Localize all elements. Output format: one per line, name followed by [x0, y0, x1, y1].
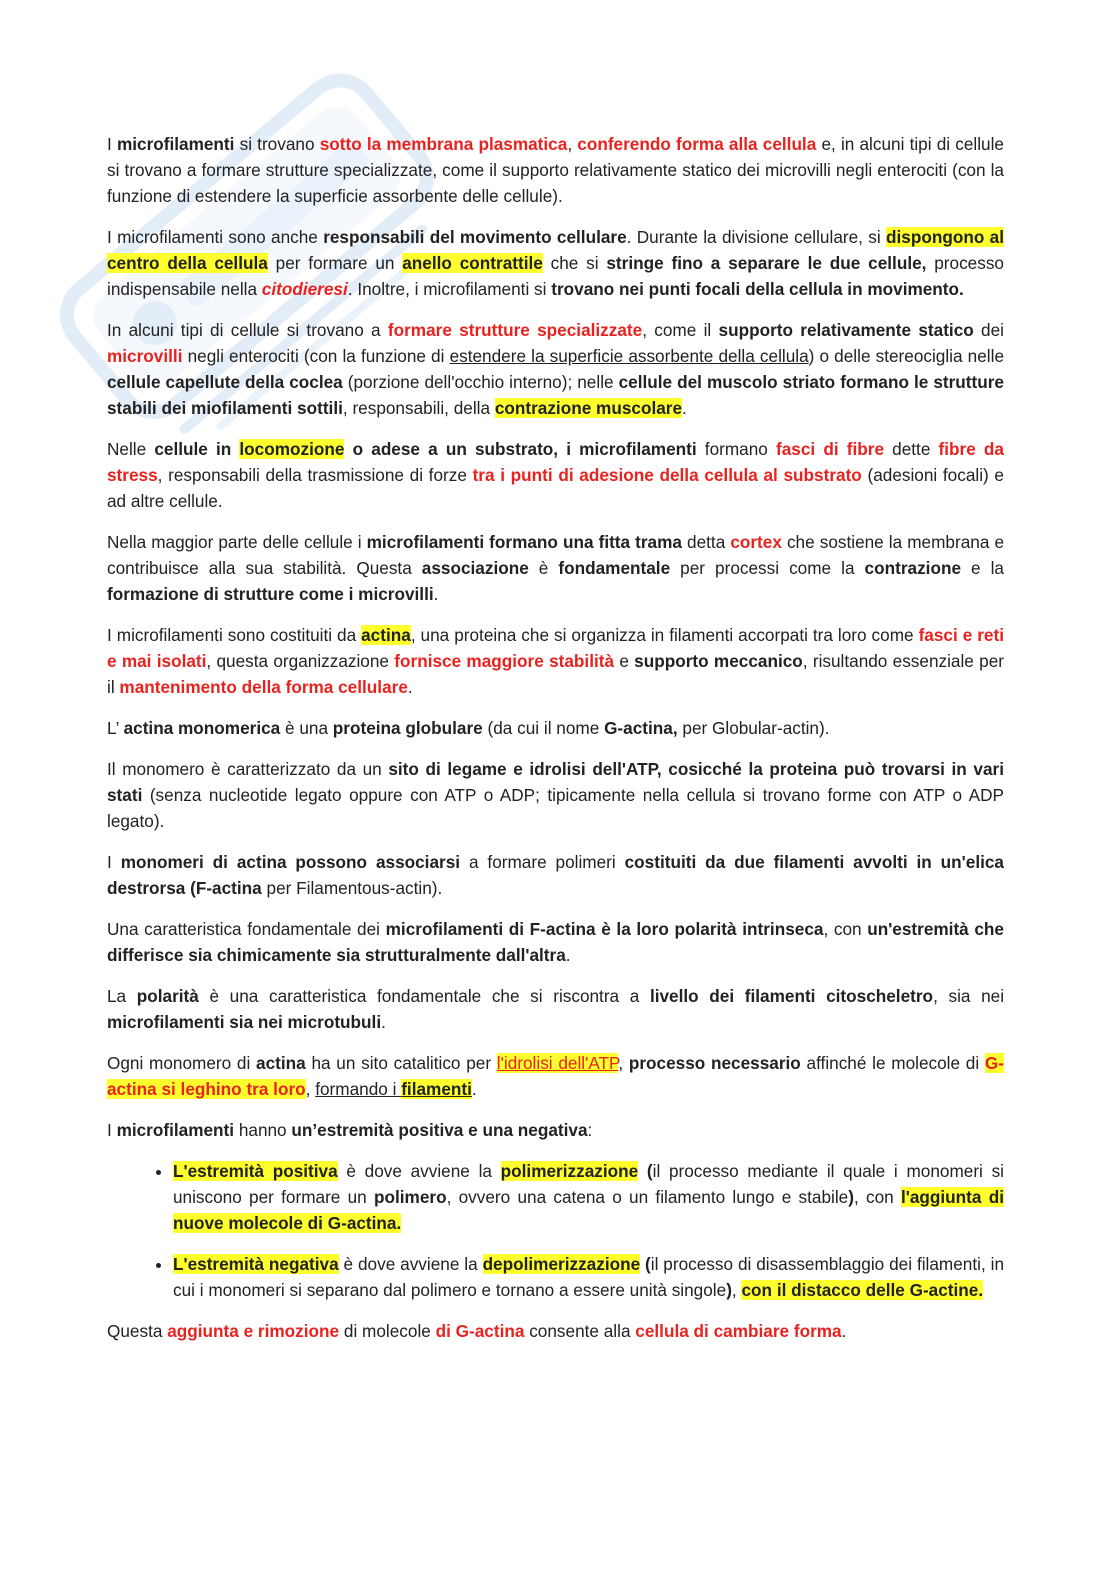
- text-run: , come il: [642, 320, 719, 340]
- text-run: polarità: [136, 986, 199, 1006]
- text-run: . Durante la divisione cellulare, si: [626, 227, 886, 247]
- text-run: microfilamenti: [116, 1120, 235, 1140]
- text-run: di G-actina: [435, 1321, 525, 1341]
- text-run: ): [726, 1280, 732, 1300]
- text-run: mantenimento della forma cellulare: [119, 677, 408, 697]
- text-run: L'estremità positiva: [173, 1161, 338, 1181]
- text-run: microfilamenti di F-actina è la loro polarità intrinseca: [385, 919, 824, 939]
- text-run: Questa: [107, 1321, 168, 1341]
- text-run: di molecole: [339, 1321, 436, 1341]
- text-run: che si: [542, 253, 607, 273]
- text-run: (porzione dell'occhio interno); nelle: [342, 372, 619, 392]
- text-run: G-actina,: [604, 718, 678, 738]
- text-run: detta: [681, 532, 731, 552]
- list-item: [173, 1158, 1004, 1236]
- text-run: polimerizzazione: [500, 1161, 639, 1181]
- text-run: :: [587, 1120, 593, 1140]
- text-run: hanno: [234, 1120, 292, 1140]
- bullet-list: [107, 1158, 1004, 1303]
- text-run: microvilli: [107, 346, 183, 366]
- paragraph-11: [107, 983, 1004, 1035]
- text-run: il processo mediante il quale i monomeri si uniscono per formare un: [173, 1161, 1004, 1207]
- paragraph-1: [107, 131, 1004, 209]
- text-run: ,: [731, 1280, 742, 1300]
- text-run: microfilamenti formano una fitta trama: [366, 532, 682, 552]
- text-run: processo necessario: [628, 1053, 801, 1073]
- list-item: [173, 1251, 1004, 1303]
- text-run: supporto relativamente statico: [718, 320, 974, 340]
- text-run: consente alla: [524, 1321, 636, 1341]
- text-run: filamenti: [401, 1079, 472, 1099]
- text-run: per formare un: [267, 253, 403, 273]
- text-run: , una proteina che si organizza in filamenti accorpati tra loro come: [410, 625, 919, 645]
- text-run: fornisce maggiore stabilità: [394, 651, 615, 671]
- text-run: , responsabili, della: [342, 398, 495, 418]
- text-run: per processi come la: [670, 558, 865, 578]
- text-run: locomozione: [239, 439, 345, 459]
- text-run: microfilamenti sia nei microtubuli: [107, 1012, 382, 1032]
- text-run: per Filamentous-actin).: [261, 878, 443, 898]
- text-run: estendere la superficie assorbente della cellula: [449, 346, 809, 366]
- text-run: Una caratteristica fondamentale dei: [107, 919, 386, 939]
- text-run: con il distacco delle G-actine.: [741, 1280, 984, 1300]
- text-run: I: [107, 852, 121, 872]
- text-run: (: [638, 1161, 653, 1181]
- text-run: fondamentale: [558, 558, 671, 578]
- text-run: .: [841, 1321, 847, 1341]
- text-run: depolimerizzazione: [482, 1254, 641, 1274]
- text-run: e la: [961, 558, 1004, 578]
- text-run: microfilamenti: [116, 134, 235, 154]
- text-run: negli enterociti (con la funzione di: [182, 346, 450, 366]
- text-run: .: [565, 945, 571, 965]
- text-run: monomeri di actina possono associarsi: [120, 852, 461, 872]
- text-run: ) o delle stereociglia nelle: [808, 346, 1004, 366]
- text-run: ,: [618, 1053, 629, 1073]
- text-run: .: [471, 1079, 477, 1099]
- text-run: è dove avviene la: [338, 1254, 483, 1274]
- text-run: cellula di cambiare forma: [635, 1321, 842, 1341]
- text-run: , responsabili della trasmissione di forze: [157, 465, 473, 485]
- text-run: formando i: [315, 1079, 402, 1099]
- text-run: è: [528, 558, 559, 578]
- text-run: livello dei filamenti citoscheletro: [649, 986, 934, 1006]
- text-run: processo indispensabile nella: [107, 253, 1004, 299]
- text-run: proteina globulare: [332, 718, 483, 738]
- text-run: .: [682, 398, 687, 418]
- text-run: cellule capellute della coclea: [107, 372, 343, 392]
- paragraph-6: [107, 622, 1004, 700]
- text-run: In alcuni tipi di cellule si trovano a: [107, 320, 388, 340]
- text-run: actina: [256, 1053, 306, 1073]
- text-run: o adese a un substrato, i microfilamenti: [344, 439, 697, 459]
- text-run: Nelle: [107, 439, 155, 459]
- text-run: stringe fino a separare le due cellule,: [606, 253, 927, 273]
- paragraph-10: [107, 916, 1004, 968]
- document-body: [107, 131, 1004, 1359]
- text-run: supporto meccanico: [634, 651, 803, 671]
- text-run: ,: [305, 1079, 316, 1099]
- paragraph-8: [107, 756, 1004, 834]
- text-run: , risultando essenziale per il: [107, 651, 1004, 697]
- text-run: sito di legame e idrolisi dell'ATP, cosicché la proteina può trovarsi in vari stati: [107, 759, 1004, 805]
- text-run: conferendo forma alla cellula: [577, 134, 817, 154]
- text-run: .: [381, 1012, 386, 1032]
- paragraph-2: [107, 224, 1004, 302]
- text-run: per Globular-actin).: [677, 718, 830, 738]
- text-run: associazione: [421, 558, 529, 578]
- text-run: G-actina si leghino tra loro: [107, 1053, 1004, 1099]
- text-run: contrazione muscolare: [494, 398, 683, 418]
- paragraph-4: [107, 436, 1004, 514]
- paragraph-9: [107, 849, 1004, 901]
- text-run: contrazione: [864, 558, 961, 578]
- text-run: L’: [107, 718, 124, 738]
- text-run: formano: [696, 439, 776, 459]
- text-run: L'estremità negativa: [173, 1254, 339, 1274]
- text-run: responsabili del movimento cellulare: [323, 227, 627, 247]
- text-run: Nella maggior parte delle cellule i: [107, 532, 367, 552]
- text-run: costituiti da due filamenti avvolti in un'elica destrorsa (F-actina: [107, 852, 1004, 898]
- text-run: è una: [280, 718, 333, 738]
- text-run: l'idrolisi dell'ATP: [496, 1053, 619, 1073]
- text-run: dispongono al centro della cellula: [107, 227, 1004, 273]
- text-run: (adesioni focali) e ad altre cellule.: [107, 465, 1004, 511]
- text-run: actina: [361, 625, 411, 645]
- text-run: trovano nei punti focali della cellula in movimento.: [551, 279, 964, 299]
- text-run: aggiunta e rimozione: [167, 1321, 340, 1341]
- text-run: polimero: [374, 1187, 447, 1207]
- paragraph-3: [107, 317, 1004, 421]
- text-run: ): [848, 1187, 854, 1207]
- text-run: , ovvero una catena o un filamento lungo e stabile: [446, 1187, 849, 1207]
- text-run: actina monomerica: [123, 718, 281, 738]
- text-run: dei: [973, 320, 1004, 340]
- text-run: (da cui il nome: [482, 718, 605, 738]
- text-run: (: [640, 1254, 651, 1274]
- closing-paragraph: [107, 1318, 1004, 1344]
- text-run: fasci di fibre: [776, 439, 884, 459]
- text-run: , sia nei: [933, 986, 1005, 1006]
- text-run: , con: [823, 919, 868, 939]
- text-run: Ogni monomero di: [107, 1053, 257, 1073]
- text-run: La: [107, 986, 137, 1006]
- text-run: (senza nucleotide legato oppure con ATP o ADP; tipicamente nella cellula si trovano forme con ATP o ADP legato).: [107, 785, 1004, 831]
- text-run: cellule in: [154, 439, 240, 459]
- text-run: un'estremità che differisce sia chimicamente sia strutturalmente dall'altra: [107, 919, 1004, 965]
- text-run: e, in alcuni tipi di cellule si trovano a formare strutture specializzate, come il supporto relativamente statico dei microvilli negli enterociti (con la funzione di estendere la superficie assorbente delle cellule).: [107, 134, 1004, 206]
- paragraph-7: [107, 715, 1004, 741]
- text-run: I microfilamenti sono anche: [107, 227, 324, 247]
- text-run: tra i punti di adesione della cellula al substrato: [472, 465, 862, 485]
- paragraph-5: [107, 529, 1004, 607]
- text-run: formazione di strutture come i microvilli: [107, 584, 434, 604]
- text-run: sotto la membrana plasmatica: [319, 134, 568, 154]
- text-run: che sostiene la membrana e contribuisce alla sua stabilità. Questa: [107, 532, 1005, 578]
- text-run: , questa organizzazione: [206, 651, 395, 671]
- text-run: affinché le molecole di: [800, 1053, 985, 1073]
- text-run: .: [433, 584, 439, 604]
- text-run: formare strutture specializzate: [387, 320, 643, 340]
- text-run: è dove avviene la: [337, 1161, 501, 1181]
- text-run: . Inoltre, i microfilamenti si: [347, 279, 552, 299]
- text-run: fibre da stress: [107, 439, 1004, 485]
- text-run: citodieresi: [261, 279, 348, 299]
- text-run: cellule del muscolo striato formano le strutture stabili dei miofilamenti sottili: [107, 372, 1004, 418]
- text-run: .: [407, 677, 413, 697]
- text-run: I: [107, 134, 117, 154]
- text-run: I: [107, 1120, 117, 1140]
- text-run: l'aggiunta di nuove molecole di G-actina.: [173, 1187, 1004, 1233]
- text-run: dette: [884, 439, 939, 459]
- paragraph-13: [107, 1117, 1004, 1143]
- text-run: un’estremità positiva e una negativa: [291, 1120, 588, 1140]
- text-run: ,: [567, 134, 578, 154]
- text-run: Il monomero è caratterizzato da un: [107, 759, 389, 779]
- text-run: anello contrattile: [402, 253, 543, 273]
- text-run: ha un sito catalitico per: [305, 1053, 497, 1073]
- text-run: il processo di disassemblaggio dei filamenti, in cui i monomeri si separano dal polimero e tornano a essere unità singole: [173, 1254, 1005, 1300]
- text-run: I microfilamenti sono costituiti da: [107, 625, 362, 645]
- text-run: cortex: [730, 532, 782, 552]
- text-run: è una caratteristica fondamentale che si riscontra a: [198, 986, 650, 1006]
- text-run: e: [614, 651, 635, 671]
- text-run: , con: [853, 1187, 901, 1207]
- text-run: a formare polimeri: [460, 852, 625, 872]
- text-run: fasci e reti e mai isolati: [107, 625, 1004, 671]
- text-run: si trovano: [234, 134, 320, 154]
- paragraph-12: [107, 1050, 1004, 1102]
